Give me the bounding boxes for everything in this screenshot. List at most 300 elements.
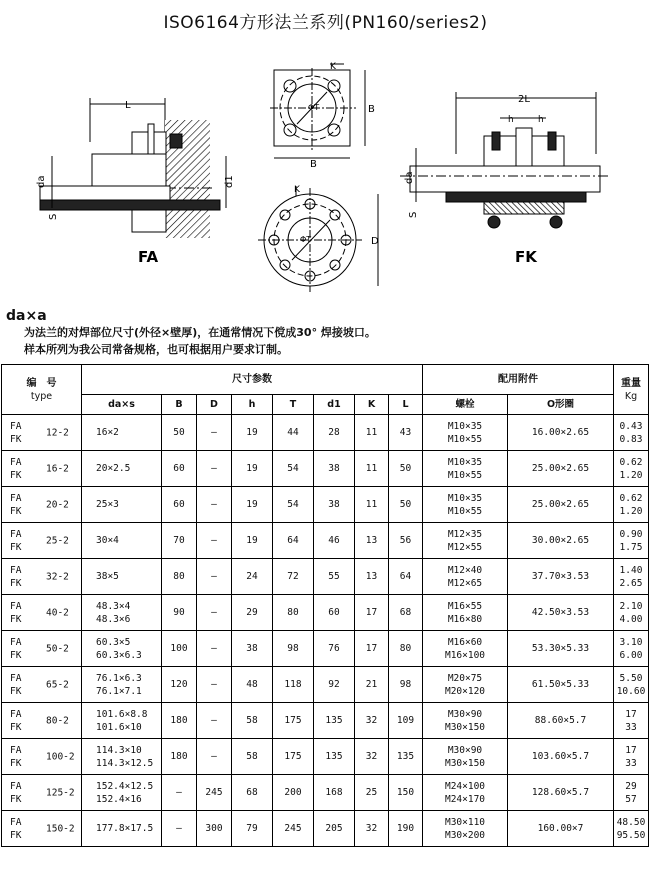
cell-b: 120: [162, 667, 197, 703]
cell-t: 64: [273, 523, 314, 559]
cell-b: 80: [162, 559, 197, 595]
cell-d: 245: [197, 775, 232, 811]
type-cell: [2, 631, 82, 667]
cell-h: 19: [232, 523, 273, 559]
type-code: FK: [10, 577, 22, 589]
header-weight-unit: Kg: [624, 390, 638, 402]
cell-weight-line: 95.50: [616, 829, 646, 841]
type-cell: [2, 451, 82, 487]
cell-k: 32: [355, 739, 389, 775]
type-code: FA: [10, 744, 22, 756]
cell-bolts-line: M16×100: [444, 649, 486, 661]
cell-weight: [614, 703, 649, 739]
header-code: [2, 365, 82, 415]
cell-da-s-line: 48.3×4: [96, 600, 131, 612]
cell-t: 245: [273, 811, 314, 847]
cell-weight-line: 0.62: [619, 492, 643, 504]
cell-l: 80: [389, 631, 423, 667]
cell-bolts: [423, 667, 508, 703]
type-cell: [2, 739, 82, 775]
cell-l: 68: [389, 595, 423, 631]
dim-h-right: h: [538, 115, 544, 125]
cell-weight: [614, 739, 649, 775]
cell-da-s: [82, 523, 162, 559]
col-header: O形圈: [508, 395, 614, 415]
table-row: [2, 703, 649, 739]
cell-k: 13: [355, 523, 389, 559]
dim-S-fa: S: [48, 213, 59, 220]
col-header: L: [389, 395, 423, 415]
cell-bolts: [423, 451, 508, 487]
cell-h: 19: [232, 451, 273, 487]
cell-t: 175: [273, 703, 314, 739]
fk-label: FK: [515, 248, 537, 266]
type-code: FA: [10, 456, 22, 468]
cell-bolts-line: M30×90: [447, 708, 483, 720]
type-code: FK: [10, 505, 22, 517]
type-cell: [2, 595, 82, 631]
type-codes: [10, 492, 21, 518]
type-size: 20-2: [46, 499, 69, 510]
cell-b: 70: [162, 523, 197, 559]
cell-weight-line: 1.75: [619, 541, 643, 553]
cell-bolts-line: M10×35: [447, 420, 483, 432]
cell-da-s-line: 177.8×17.5: [96, 823, 154, 834]
cell-l: 190: [389, 811, 423, 847]
cell-da-s-line: 16×2: [96, 427, 119, 438]
type-cell: [2, 703, 82, 739]
cell-l: 109: [389, 703, 423, 739]
cell-weight-line: 1.20: [619, 505, 643, 517]
type-cell: [2, 415, 82, 451]
cell-weight-line: 0.83: [619, 433, 643, 445]
cell-bolts: [423, 487, 508, 523]
cell-b: 180: [162, 739, 197, 775]
cell-bolts: [423, 739, 508, 775]
cell-weight-line: 1.40: [619, 564, 643, 576]
type-codes: [10, 528, 21, 554]
cell-d1: 55: [314, 559, 355, 595]
cell-bolts: [423, 775, 508, 811]
type-cell: [2, 523, 82, 559]
cell-d1: 28: [314, 415, 355, 451]
cell-da-s: [82, 595, 162, 631]
cell-oring: 103.60×5.7: [508, 739, 614, 775]
cell-bolts-line: M20×75: [447, 672, 483, 684]
cell-da-s: [82, 703, 162, 739]
cell-bolts-line: M16×80: [447, 613, 483, 625]
cell-d1: 38: [314, 487, 355, 523]
type-code: FK: [10, 829, 22, 841]
cell-da-s-line: 101.6×10: [96, 721, 142, 733]
cell-bolts-line: M10×35: [447, 492, 483, 504]
cell-k: 21: [355, 667, 389, 703]
cell-h: 38: [232, 631, 273, 667]
type-code: FK: [10, 649, 22, 661]
cell-bolts-line: M30×200: [444, 829, 486, 841]
cell-b: 180: [162, 703, 197, 739]
spec-table-body: [2, 415, 649, 847]
cell-d: –: [197, 415, 232, 451]
cell-weight-line: 0.62: [619, 456, 643, 468]
type-code: FK: [10, 685, 22, 697]
type-cell: [2, 487, 82, 523]
cell-da-s-line: 20×2.5: [96, 463, 131, 474]
cell-weight-line: 33: [625, 721, 637, 733]
cell-weight-line: 48.50: [616, 816, 646, 828]
type-size: 16-2: [46, 463, 69, 474]
fa-drawing: [40, 98, 226, 238]
cell-da-s-line: 25×3: [96, 499, 119, 510]
dim-B-side: B: [368, 104, 375, 115]
cell-weight: [614, 523, 649, 559]
cell-h: 19: [232, 415, 273, 451]
cell-bolts-line: M30×90: [447, 744, 483, 756]
cell-bolts: [423, 703, 508, 739]
cell-k: 32: [355, 811, 389, 847]
cell-da-s: [82, 739, 162, 775]
table-row: [2, 811, 649, 847]
dim-K-round: K: [294, 185, 300, 195]
cell-d: –: [197, 451, 232, 487]
cell-bolts-line: M24×100: [444, 780, 486, 792]
cell-k: 13: [355, 559, 389, 595]
cell-weight-line: 1.20: [619, 469, 643, 481]
type-cell: [2, 775, 82, 811]
cell-weight-line: 2.10: [619, 600, 643, 612]
cell-weight-line: 17: [625, 744, 637, 756]
cell-weight: [614, 487, 649, 523]
dim-S-fk: S: [408, 211, 419, 218]
type-codes: [10, 456, 21, 482]
cell-d1: 76: [314, 631, 355, 667]
type-size: 65-2: [46, 679, 69, 690]
cell-oring: 42.50×3.53: [508, 595, 614, 631]
fa-label: FA: [138, 248, 159, 266]
cell-bolts-line: M16×60: [447, 636, 483, 648]
cell-weight-line: 0.43: [619, 420, 643, 432]
header-type-label: type: [30, 390, 53, 402]
cell-d: –: [197, 487, 232, 523]
type-code: FA: [10, 708, 22, 720]
type-code: FK: [10, 433, 22, 445]
type-code: FK: [10, 613, 22, 625]
dim-T-round: ΦT: [300, 235, 312, 244]
cell-d1: 205: [314, 811, 355, 847]
cell-weight: [614, 775, 649, 811]
type-code: FA: [10, 636, 22, 648]
cell-h: 48: [232, 667, 273, 703]
technical-drawings: [0, 36, 651, 306]
cell-weight-line: 10.60: [616, 685, 646, 697]
cell-oring: 128.60×5.7: [508, 775, 614, 811]
cell-d1: 46: [314, 523, 355, 559]
cell-da-s-line: 60.3×6.3: [96, 649, 142, 661]
cell-l: 150: [389, 775, 423, 811]
type-size: 80-2: [46, 715, 69, 726]
cell-bolts-line: M10×55: [447, 505, 483, 517]
cell-bolts-line: M10×55: [447, 469, 483, 481]
cell-weight-line: 0.90: [619, 528, 643, 540]
cell-d1: 38: [314, 451, 355, 487]
cell-d: –: [197, 631, 232, 667]
cell-weight: [614, 559, 649, 595]
cell-bolts: [423, 595, 508, 631]
cell-k: 32: [355, 703, 389, 739]
cell-b: 90: [162, 595, 197, 631]
cell-l: 98: [389, 667, 423, 703]
type-code: FA: [10, 816, 22, 828]
spec-table: [1, 364, 649, 847]
cell-da-s: [82, 667, 162, 703]
cell-t: 54: [273, 451, 314, 487]
table-row: [2, 739, 649, 775]
col-header: K: [355, 395, 389, 415]
cell-da-s-line: 114.3×12.5: [96, 757, 154, 769]
type-size: 40-2: [46, 607, 69, 618]
type-code: FA: [10, 492, 22, 504]
cell-t: 98: [273, 631, 314, 667]
cell-k: 17: [355, 595, 389, 631]
cell-t: 118: [273, 667, 314, 703]
cell-d1: 135: [314, 703, 355, 739]
cell-d: –: [197, 739, 232, 775]
cell-da-s-line: 30×4: [96, 535, 119, 546]
cell-weight: [614, 595, 649, 631]
col-header: T: [273, 395, 314, 415]
cell-bolts-line: M30×110: [444, 816, 486, 828]
cell-b: 50: [162, 415, 197, 451]
col-header: h: [232, 395, 273, 415]
cell-da-s: [82, 631, 162, 667]
note-2: 样本所列为我公司常备规格，也可根据用户要求订制。: [24, 343, 288, 356]
cell-weight-line: 29: [625, 780, 637, 792]
type-codes: [10, 780, 21, 806]
header-weight-label: 重量: [621, 377, 641, 389]
cell-t: 175: [273, 739, 314, 775]
dim-B-bottom: B: [310, 159, 317, 170]
cell-da-s-line: 101.6×8.8: [96, 708, 148, 720]
cell-bolts-line: M12×65: [447, 577, 483, 589]
type-codes: [10, 672, 21, 698]
cell-b: –: [162, 775, 197, 811]
cell-da-s: [82, 487, 162, 523]
table-row: [2, 631, 649, 667]
header-code-label: 编 号: [26, 377, 57, 389]
type-code: FK: [10, 541, 22, 553]
cell-l: 43: [389, 415, 423, 451]
type-cell: [2, 559, 82, 595]
cell-h: 58: [232, 739, 273, 775]
cell-bolts-line: M20×120: [444, 685, 486, 697]
cell-t: 80: [273, 595, 314, 631]
dim-d1-fa: d1: [224, 175, 235, 188]
cell-bolts: [423, 523, 508, 559]
round-flange-drawing: [258, 186, 378, 292]
cell-t: 54: [273, 487, 314, 523]
cell-d1: 168: [314, 775, 355, 811]
type-codes: [10, 816, 21, 842]
dim-L-fa: L: [125, 100, 131, 111]
type-code: FA: [10, 780, 22, 792]
dim-h-left: h: [508, 115, 514, 125]
dim-da-fk: da: [404, 171, 415, 184]
cell-weight: [614, 811, 649, 847]
cell-oring: 61.50×5.33: [508, 667, 614, 703]
header-dims-group: 尺寸参数: [82, 365, 423, 395]
dim-da-fa: da: [36, 175, 47, 188]
type-size: 125-2: [46, 787, 75, 798]
type-size: 25-2: [46, 535, 69, 546]
cell-d1: 92: [314, 667, 355, 703]
cell-oring: 30.00×2.65: [508, 523, 614, 559]
cell-b: 60: [162, 487, 197, 523]
cell-weight-line: 17: [625, 708, 637, 720]
cell-da-s-line: 76.1×7.1: [96, 685, 142, 697]
col-header: B: [162, 395, 197, 415]
cell-da-s: [82, 451, 162, 487]
cell-bolts-line: M30×150: [444, 757, 486, 769]
cell-oring: 25.00×2.65: [508, 487, 614, 523]
fk-drawing: [400, 92, 610, 228]
cell-bolts-line: M12×55: [447, 541, 483, 553]
cell-d: –: [197, 595, 232, 631]
cell-da-s: [82, 775, 162, 811]
cell-d: –: [197, 703, 232, 739]
cell-weight-line: 3.10: [619, 636, 643, 648]
cell-weight-line: 57: [625, 793, 637, 805]
cell-bolts-line: M12×35: [447, 528, 483, 540]
type-codes: [10, 636, 21, 662]
type-code: FK: [10, 757, 22, 769]
cell-da-s-line: 38×5: [96, 571, 119, 582]
cell-bolts: [423, 811, 508, 847]
dim-2L-fk: 2L: [518, 94, 530, 105]
cell-oring: 160.00×7: [508, 811, 614, 847]
cell-bolts: [423, 559, 508, 595]
cell-h: 24: [232, 559, 273, 595]
header-parts-group: 配用附件: [423, 365, 614, 395]
cell-l: 135: [389, 739, 423, 775]
cell-k: 11: [355, 487, 389, 523]
type-size: 12-2: [46, 427, 69, 438]
dim-D-round: D: [371, 236, 379, 247]
cell-d: –: [197, 523, 232, 559]
cell-t: 200: [273, 775, 314, 811]
cell-weight-line: 5.50: [619, 672, 643, 684]
cell-h: 68: [232, 775, 273, 811]
type-code: FA: [10, 564, 22, 576]
cell-weight-line: 33: [625, 757, 637, 769]
cell-weight: [614, 415, 649, 451]
type-code: FK: [10, 469, 22, 481]
cell-bolts-line: M24×170: [444, 793, 486, 805]
table-row: [2, 667, 649, 703]
type-codes: [10, 708, 21, 734]
cell-weight-line: 6.00: [619, 649, 643, 661]
cell-bolts-line: M10×35: [447, 456, 483, 468]
type-codes: [10, 600, 21, 626]
cell-k: 11: [355, 415, 389, 451]
cell-k: 25: [355, 775, 389, 811]
cell-da-s: [82, 415, 162, 451]
type-codes: [10, 564, 21, 590]
cell-b: –: [162, 811, 197, 847]
cell-weight-line: 4.00: [619, 613, 643, 625]
header-weight: [614, 365, 649, 415]
type-codes: [10, 744, 21, 770]
table-row: [2, 595, 649, 631]
cell-weight: [614, 631, 649, 667]
cell-d: –: [197, 667, 232, 703]
cell-bolts-line: M12×40: [447, 564, 483, 576]
note-1: 为法兰的对焊部位尺寸(外径×壁厚)，在通常情况下傥成30° 焊接坡口。: [24, 326, 376, 339]
cell-t: 72: [273, 559, 314, 595]
type-code: FA: [10, 672, 22, 684]
cell-b: 60: [162, 451, 197, 487]
type-code: FK: [10, 793, 22, 805]
cell-b: 100: [162, 631, 197, 667]
cell-k: 11: [355, 451, 389, 487]
type-size: 32-2: [46, 571, 69, 582]
type-size: 100-2: [46, 751, 75, 762]
cell-oring: 16.00×2.65: [508, 415, 614, 451]
cell-d: 300: [197, 811, 232, 847]
cell-oring: 53.30×5.33: [508, 631, 614, 667]
table-row: [2, 775, 649, 811]
col-header: D: [197, 395, 232, 415]
type-code: FA: [10, 528, 22, 540]
cell-bolts: [423, 415, 508, 451]
table-row: [2, 451, 649, 487]
dim-T-square: ΦT: [308, 103, 320, 112]
cell-h: 79: [232, 811, 273, 847]
cell-h: 19: [232, 487, 273, 523]
cell-weight: [614, 451, 649, 487]
cell-da-s-line: 152.4×12.5: [96, 780, 154, 792]
cell-oring: 37.70×3.53: [508, 559, 614, 595]
cell-d: –: [197, 559, 232, 595]
cell-da-s-line: 114.3×10: [96, 744, 142, 756]
cell-bolts: [423, 631, 508, 667]
cell-bolts-line: M30×150: [444, 721, 486, 733]
type-size: 50-2: [46, 643, 69, 654]
cell-weight-line: 2.65: [619, 577, 643, 589]
cell-bolts-line: M16×55: [447, 600, 483, 612]
cell-l: 64: [389, 559, 423, 595]
cell-da-s-line: 60.3×5: [96, 636, 131, 648]
cell-da-s: [82, 811, 162, 847]
cell-h: 29: [232, 595, 273, 631]
col-header: d1: [314, 395, 355, 415]
cell-weight: [614, 667, 649, 703]
type-cell: [2, 811, 82, 847]
cell-oring: 25.00×2.65: [508, 451, 614, 487]
cell-k: 17: [355, 631, 389, 667]
cell-bolts-line: M10×55: [447, 433, 483, 445]
cell-l: 56: [389, 523, 423, 559]
table-row: [2, 487, 649, 523]
cell-da-s: [82, 559, 162, 595]
cell-oring: 88.60×5.7: [508, 703, 614, 739]
type-code: FA: [10, 420, 22, 432]
dim-K-square: K: [330, 62, 336, 72]
cell-da-s-line: 48.3×6: [96, 613, 131, 625]
page-title: ISO6164方形法兰系列(PN160/series2): [163, 13, 488, 33]
table-row: [2, 415, 649, 451]
col-header: da×s: [82, 395, 162, 415]
cell-da-s-line: 152.4×16: [96, 793, 142, 805]
